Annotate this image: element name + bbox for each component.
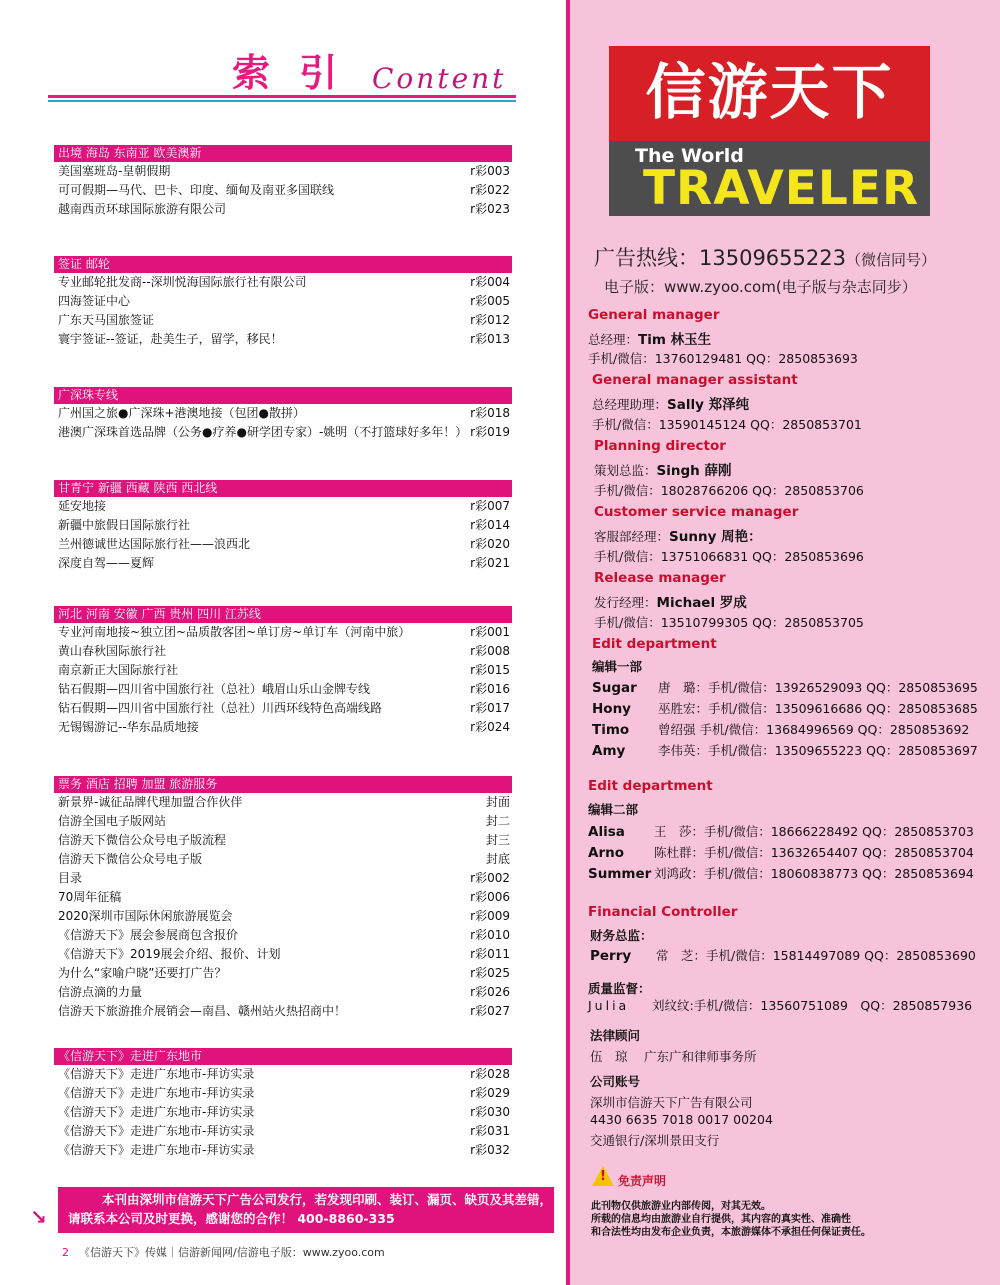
role-edit-department-1: Edit department: [592, 636, 717, 652]
index-entry[interactable]: [54, 292, 512, 311]
entry-page: r彩027: [470, 1004, 510, 1018]
entry-title: 信游天下微信公众号电子版流程: [58, 833, 227, 847]
entry-page: r彩004: [470, 275, 510, 289]
staff-entry: [592, 678, 978, 696]
legal-text: 伍 琼 广东广和律师事务所: [590, 1049, 757, 1064]
entry-page: 封二: [485, 814, 510, 828]
hotline-number: 广告热线：13509655223: [594, 246, 846, 270]
index-entry[interactable]: [54, 964, 512, 983]
entry-page: r彩011: [470, 947, 510, 961]
entry-page: r彩009: [470, 909, 510, 923]
index-entry[interactable]: [54, 718, 512, 737]
ad-hotline: [594, 242, 936, 272]
entry-page: r彩018: [470, 406, 510, 420]
gm-contact: 手机/微信：13760129481 QQ：2850853693: [588, 351, 858, 366]
staff-english-name: Arno: [588, 845, 624, 861]
entry-page: r彩029: [470, 1086, 510, 1100]
entry-title: 《信游天下》走进广东地市-拜访实录: [58, 1086, 255, 1100]
entry-page: r彩028: [470, 1067, 510, 1081]
entry-page: r彩020: [470, 537, 510, 551]
arrow-icon: ↘: [30, 1205, 47, 1229]
index-entry[interactable]: [54, 273, 512, 292]
staff-english-name: Alisa: [588, 824, 625, 840]
entry-page: r彩013: [470, 332, 510, 346]
cs-name-line: 客服部经理：Sunny 周艳：: [594, 529, 762, 545]
entry-page: r彩016: [470, 682, 510, 696]
entry-page: r彩019: [470, 425, 510, 439]
entry-title: 2020深圳市国际休闲旅游展览会: [58, 909, 233, 923]
staff-entry: [588, 843, 974, 861]
account-number: 4430 6635 7018 0017 00204: [590, 1112, 773, 1127]
rm-name-line: 发行经理：Michael 罗成: [594, 595, 747, 611]
index-entry[interactable]: [54, 945, 512, 964]
staff-contact: 李伟英：手机/微信：13509655223 QQ：2850853697: [658, 743, 978, 758]
fc-contact-line: Perry 常 芝：手机/微信：15814497089 QQ：2850853690: [590, 948, 976, 964]
gma-name-line: 总经理助理：Sally 郑泽纯: [592, 397, 750, 413]
entry-title: 黄山春秋国际旅行社: [58, 644, 167, 658]
entry-title: 新景界-诚征品牌代理加盟合作伙伴: [58, 795, 243, 809]
index-entry[interactable]: [54, 535, 512, 554]
qs-label: 质量监督：: [588, 981, 651, 996]
pd-name-line: 策划总监：Singh 薛刚: [594, 463, 732, 479]
index-entry[interactable]: [54, 200, 512, 219]
entry-title: 美国塞班岛-皇朝假期: [58, 164, 171, 178]
staff-entry: [592, 720, 969, 738]
index-title: 索 引: [232, 51, 346, 95]
entry-title: 兰州德诚世达国际旅行社——浪西北: [58, 537, 251, 551]
entry-page: 封面: [485, 795, 510, 809]
entry-page: r彩005: [470, 294, 510, 308]
entry-title: 信游天下微信公众号电子版: [58, 852, 203, 866]
rm-contact: 手机/微信：13510799305 QQ：2850853705: [594, 615, 864, 630]
entry-page: r彩026: [470, 985, 510, 999]
role-gm-assistant: General manager assistant: [592, 372, 798, 388]
section-header: 票务 酒店 招聘 加盟 旅游服务: [54, 776, 512, 793]
entry-title: 信游天下旅游推介展销会—南昌、赣州站火热招商中！: [58, 1004, 347, 1018]
index-entry[interactable]: [54, 623, 512, 642]
entry-title: 广东天马国旅签证: [58, 313, 155, 327]
index-section: [54, 606, 512, 737]
section-header: 《信游天下》走进广东地市: [54, 1048, 512, 1065]
index-entry[interactable]: [54, 793, 512, 812]
index-entry[interactable]: [54, 680, 512, 699]
logo-traveler: TRAVELER: [643, 161, 920, 216]
disclaimer-text: 此刊物仅供旅游业内部传阅，对其无效。 所载的信息均由旅游业自行提供，其内容的真实性、准确性 和合法性均由发布企业负责，本旅游媒体不承担任何保证责任。: [591, 1201, 871, 1238]
index-entry[interactable]: [54, 983, 512, 1002]
account-bank: 交通银行/深圳景田支行: [590, 1133, 720, 1148]
role-planning-director: Planning director: [594, 438, 726, 454]
index-section: [54, 145, 512, 219]
index-entry[interactable]: [54, 869, 512, 888]
entry-title: 信游点滴的力量: [58, 985, 143, 999]
staff-entry: [588, 822, 974, 840]
staff-contact: 唐 璐：手机/微信：13926529093 QQ：2850853695: [658, 680, 978, 695]
logo-the-world: The World: [635, 145, 744, 167]
pd-contact: 手机/微信：18028766206 QQ：2850853706: [594, 483, 864, 498]
staff-english-name: Summer: [588, 866, 652, 882]
logo-en-block: [609, 141, 930, 216]
role-customer-service: Customer service manager: [594, 504, 799, 520]
fc-label: 财务总监：: [590, 928, 653, 943]
entry-title: 南京新正大国际旅行社: [58, 663, 179, 677]
staff-entry: [592, 699, 978, 717]
entry-title: 《信游天下》2019展会介绍、报价、计划: [58, 947, 281, 961]
index-entry[interactable]: [54, 850, 512, 869]
legal-label: 法律顾问: [590, 1028, 641, 1043]
index-section: [54, 256, 512, 349]
entry-title: 四海签证中心: [58, 294, 131, 308]
publisher-notice: [58, 1187, 554, 1233]
title-rule-magenta: [48, 95, 516, 98]
index-section: [54, 1048, 512, 1160]
entry-page: r彩024: [470, 720, 510, 734]
index-section: [54, 387, 512, 442]
index-section: [54, 776, 512, 1021]
entry-page: r彩006: [470, 890, 510, 904]
section-header: 广深珠专线: [54, 387, 512, 404]
index-entry[interactable]: [54, 554, 512, 573]
entry-page: r彩032: [470, 1143, 510, 1157]
entry-title: 《信游天下》走进广东地市-拜访实录: [58, 1124, 255, 1138]
staff-contact: 陈杜群：手机/微信：13632654407 QQ：2850853704: [654, 845, 974, 860]
staff-english-name: Timo: [592, 722, 630, 738]
page-number: 2: [62, 1246, 69, 1259]
section-header: 河北 河南 安徽 广西 贵州 四川 江苏线: [54, 606, 512, 623]
footer-text[interactable]: 《信游天下》传媒｜信游新闻网/信游电子版：www.zyoo.com: [79, 1246, 385, 1259]
index-entry[interactable]: [54, 831, 512, 850]
staff-contact: 王 莎：手机/微信：18666228492 QQ：2850853703: [654, 824, 974, 839]
index-entry[interactable]: [54, 311, 512, 330]
account-label: 公司账号: [590, 1074, 641, 1089]
index-entry[interactable]: [54, 181, 512, 200]
logo-cn: 信游天下: [609, 46, 930, 141]
index-entry[interactable]: [54, 699, 512, 718]
staff-contact: 曾绍强 手机/微信：13684996569 QQ：2850853692: [658, 722, 970, 737]
index-entry[interactable]: [54, 404, 512, 423]
entry-page: r彩021: [470, 556, 510, 570]
entry-title: 越南西贡环球国际旅游有限公司: [58, 202, 227, 216]
entry-page: r彩023: [470, 202, 510, 216]
entry-title: 港澳广深珠首选品牌（公务●疗养●研学团专家）-姚明（不打篮球好多年！）: [58, 425, 468, 439]
entry-title: 70周年征稿: [58, 890, 122, 904]
entry-title: 可可假期—马代、巴卡、印度、缅甸及南亚多国联线: [58, 183, 335, 197]
entry-page: 封三: [485, 833, 510, 847]
entry-title: 延安地接: [58, 499, 107, 513]
entry-page: r彩007: [470, 499, 510, 513]
entry-title: 专业邮轮批发商--深圳悦海国际旅行社有限公司: [58, 275, 307, 289]
entry-title: 信游全国电子版网站: [58, 814, 167, 828]
index-entry[interactable]: [54, 907, 512, 926]
notice-line-2: 请联系本公司及时更换，感谢您的合作！ 400-8860-335: [68, 1211, 395, 1226]
edit-dept-2-label: 编辑二部: [588, 802, 639, 817]
staff-contact: 巫胜宏：手机/微信：13509616686 QQ：2850853685: [658, 701, 978, 716]
section-header: 签证 邮轮: [54, 256, 512, 273]
entry-title: 《信游天下》走进广东地市-拜访实录: [58, 1067, 255, 1081]
section-header: 甘青宁 新疆 西藏 陕西 西北线: [54, 480, 512, 497]
entry-title: 钻石假期—四川省中国旅行社（总社）川西环线特色高端线路: [58, 701, 383, 715]
entry-title: 寰宇签证--签证，赴美生子，留学，移民！: [58, 332, 283, 346]
staff-entry: [592, 741, 978, 759]
entry-page: r彩025: [470, 966, 510, 980]
entry-title: 钻石假期—四川省中国旅行社（总社）峨眉山乐山金牌专线: [58, 682, 371, 696]
role-release-manager: Release manager: [594, 570, 726, 586]
cs-contact: 手机/微信：13751066831 QQ：2850853696: [594, 549, 864, 564]
index-entry[interactable]: [54, 1122, 512, 1141]
staff-english-name: Amy: [592, 743, 626, 759]
entry-title: 《信游天下》走进广东地市-拜访实录: [58, 1143, 255, 1157]
role-edit-department-2: Edit department: [588, 778, 713, 794]
page-footer: [62, 1244, 385, 1260]
entry-page: r彩002: [470, 871, 510, 885]
notice-line-1: 本刊由深圳市信游天下广告公司发行，若发现印刷、装订、漏页、缺页及其差错，: [102, 1192, 553, 1207]
entry-page: r彩003: [470, 164, 510, 178]
entry-page: r彩010: [470, 928, 510, 942]
e-version-link[interactable]: 电子版：www.zyoo.com(电子版与杂志同步）: [604, 278, 917, 296]
role-general-manager: General manager: [588, 307, 720, 323]
index-entry[interactable]: [54, 661, 512, 680]
section-header: 出境 海岛 东南亚 欧美澳新: [54, 145, 512, 162]
entry-title: 为什么“家喻户晓”还要打广告？: [58, 966, 227, 980]
staff-entry: [588, 864, 974, 882]
warning-exclamation: !: [600, 1169, 606, 1184]
entry-title: 广州国之旅●广深珠+港澳地接（包团●散拼）: [58, 406, 305, 420]
entry-title: 无锡锡游记--华东品质地接: [58, 720, 199, 734]
entry-page: r彩017: [470, 701, 510, 715]
index-entry[interactable]: [54, 423, 512, 442]
index-entry[interactable]: [54, 812, 512, 831]
entry-page: r彩001: [470, 625, 510, 639]
entry-page: r彩031: [470, 1124, 510, 1138]
entry-page: 封底: [485, 852, 510, 866]
disclaimer-title: 免责声明: [618, 1174, 667, 1188]
role-financial-controller: Financial Controller: [588, 904, 738, 920]
entry-title: 《信游天下》展会参展商包含报价: [58, 928, 239, 942]
index-entry[interactable]: [54, 516, 512, 535]
index-entry[interactable]: [54, 162, 512, 181]
index-entry[interactable]: [54, 1103, 512, 1122]
index-entry[interactable]: [54, 330, 512, 349]
index-entry[interactable]: [54, 926, 512, 945]
index-entry[interactable]: [54, 1084, 512, 1103]
staff-english-name: Sugar: [592, 680, 637, 696]
entry-title: 专业河南地接~独立团~品质散客团~单订房~单订车（河南中旅）: [58, 625, 411, 639]
index-section: [54, 480, 512, 573]
entry-page: r彩014: [470, 518, 510, 532]
index-entry[interactable]: [54, 642, 512, 661]
index-entry[interactable]: [54, 888, 512, 907]
index-entry[interactable]: [54, 1065, 512, 1084]
qs-contact-line: Julia 刘纹纹:手机/微信：13560751089 QQ：2850857936: [588, 998, 973, 1013]
content-title: Content: [372, 62, 507, 95]
entry-title: 《信游天下》走进广东地市-拜访实录: [58, 1105, 255, 1119]
account-name: 深圳市信游天下广告有限公司: [590, 1095, 753, 1110]
edit-dept-1-label: 编辑一部: [592, 659, 643, 674]
entry-page: r彩008: [470, 644, 510, 658]
entry-page: r彩022: [470, 183, 510, 197]
staff-contact: 刘鸿政：手机/微信：18060838773 QQ：2850853694: [654, 866, 974, 881]
entry-title: 新疆中旅假日国际旅行社: [58, 518, 191, 532]
index-entry[interactable]: [54, 497, 512, 516]
index-entry[interactable]: [54, 1002, 512, 1021]
index-entry[interactable]: [54, 1141, 512, 1160]
entry-page: r彩012: [470, 313, 510, 327]
gm-name-line: 总经理：Tim 林玉生: [588, 332, 712, 348]
entry-page: r彩015: [470, 663, 510, 677]
entry-title: 深度自驾——夏辉: [58, 556, 155, 570]
entry-page: r彩030: [470, 1105, 510, 1119]
entry-title: 目录: [58, 871, 83, 885]
hotline-note: （微信同号）: [845, 251, 936, 269]
title-rule-blue: [48, 100, 516, 102]
gma-contact: 手机/微信：13590145124 QQ：2850853701: [592, 417, 862, 432]
staff-english-name: Hony: [592, 701, 631, 717]
